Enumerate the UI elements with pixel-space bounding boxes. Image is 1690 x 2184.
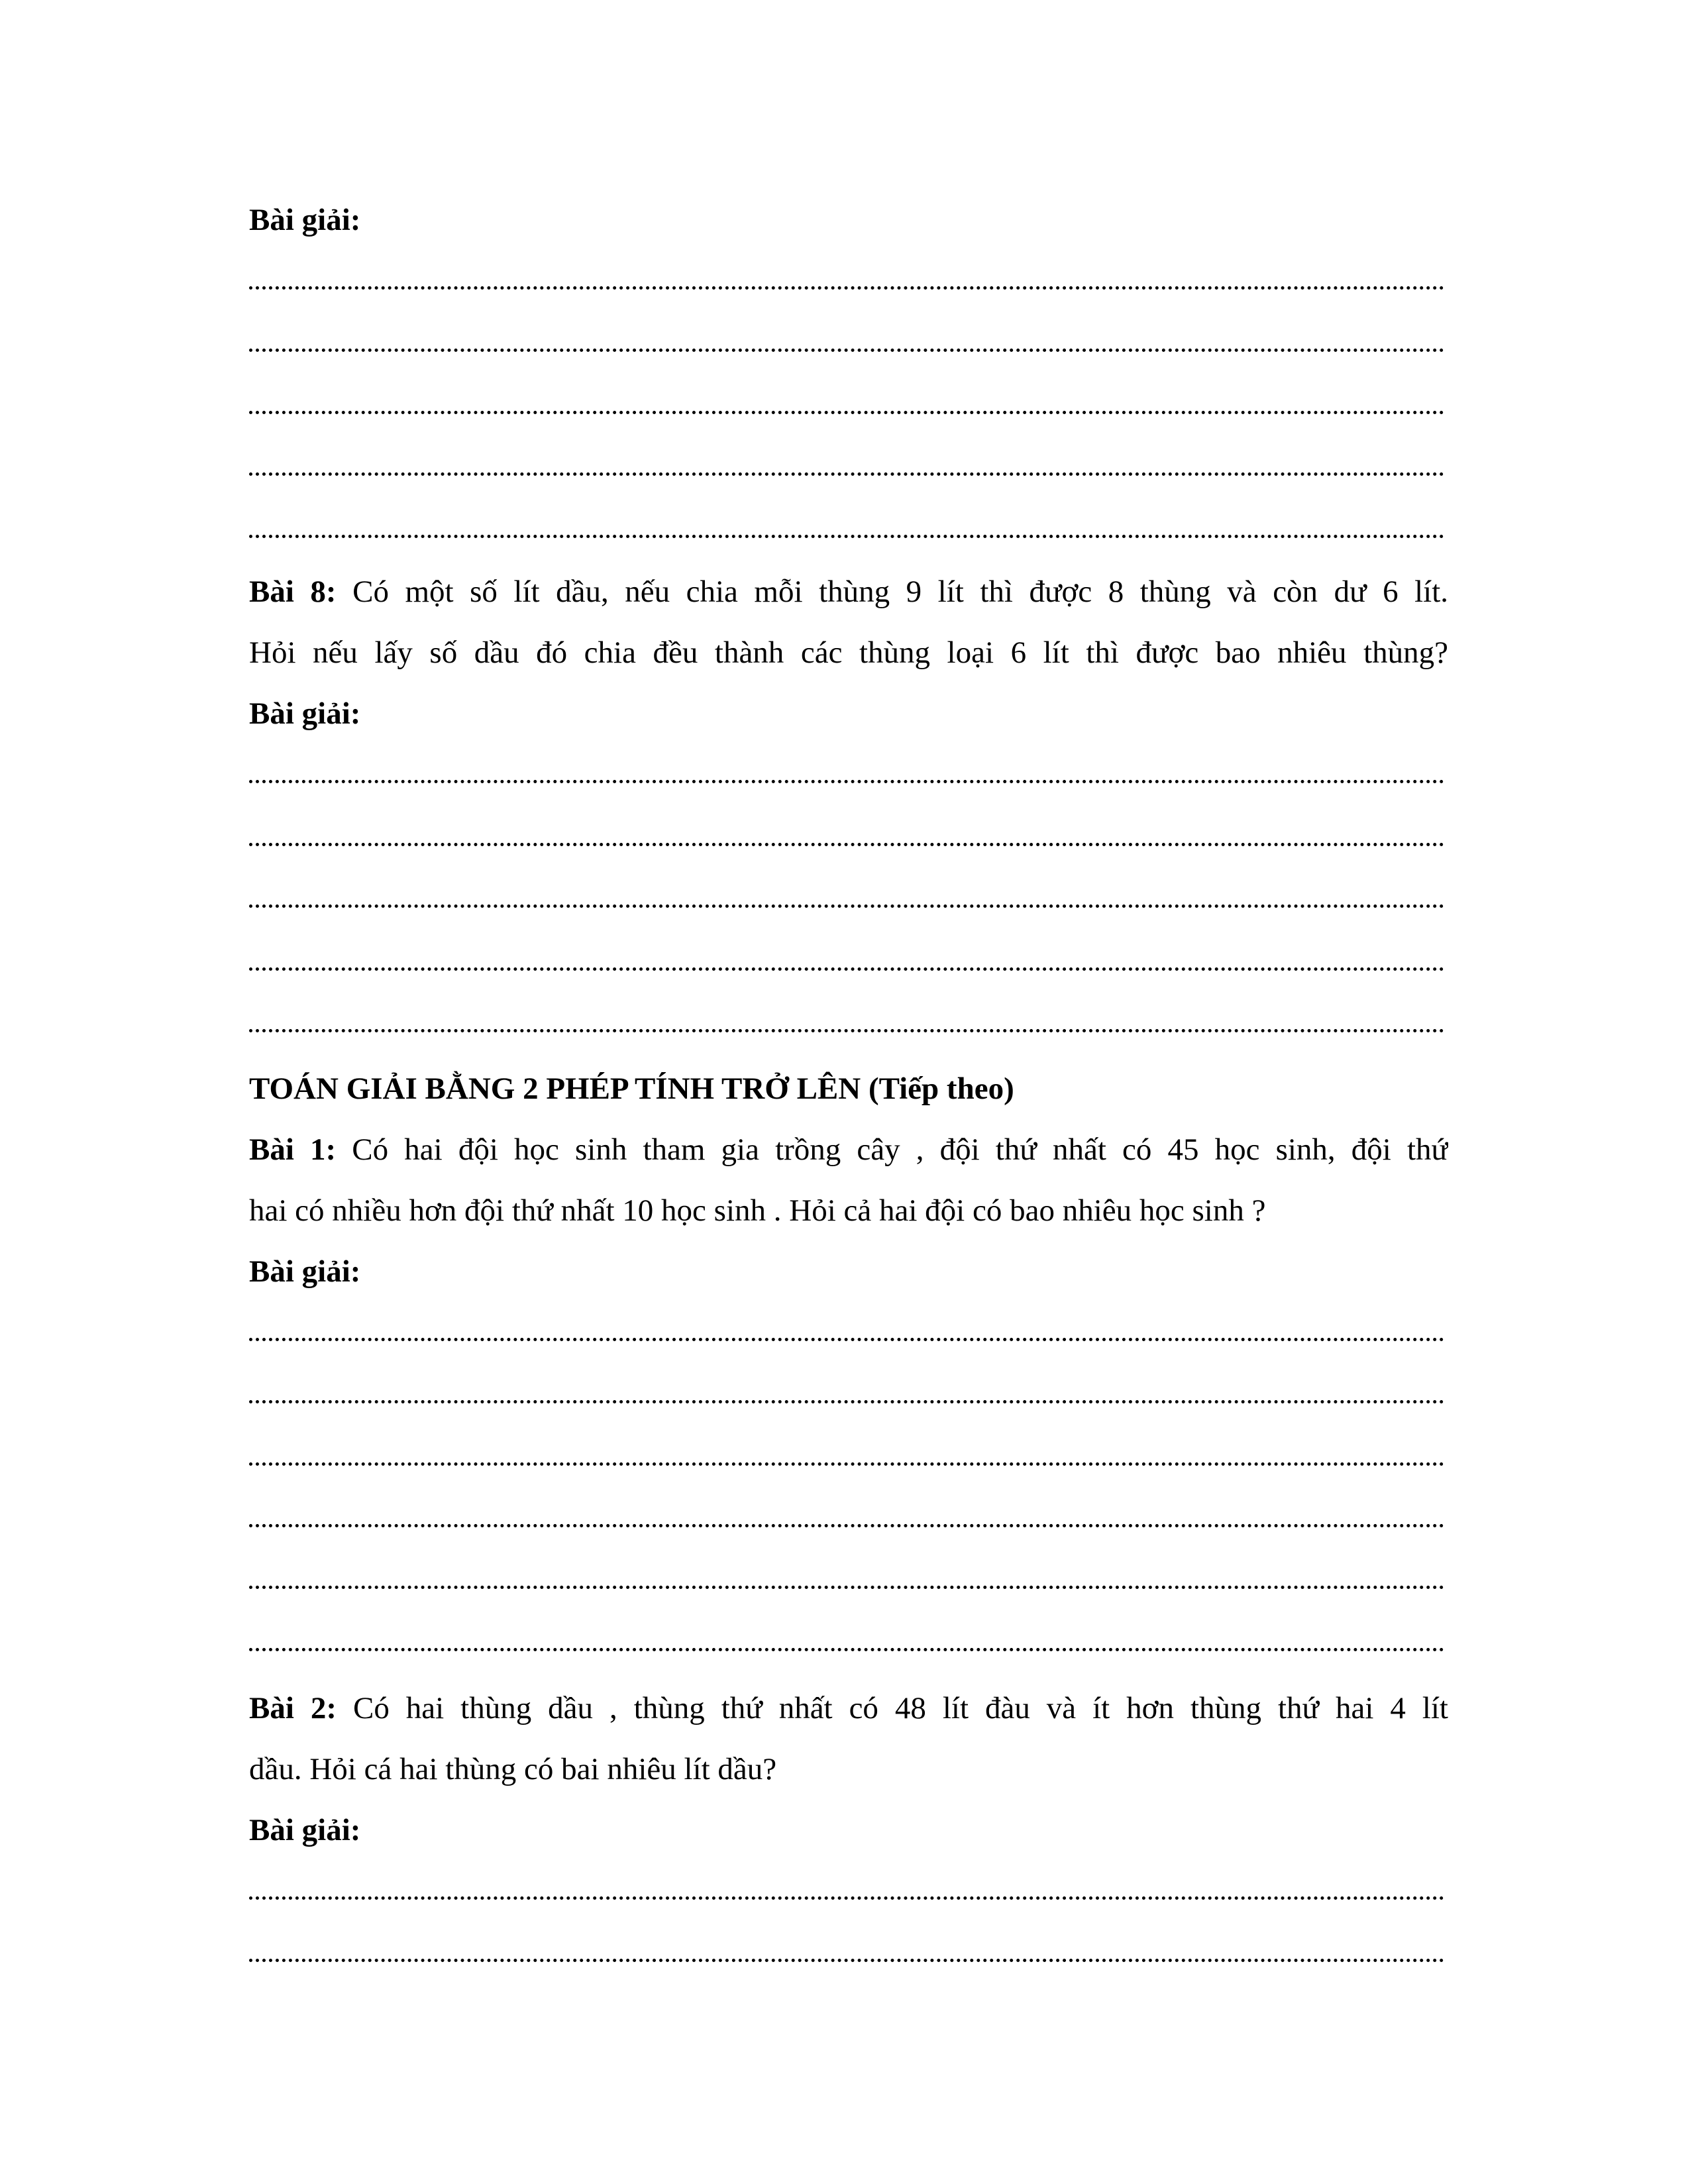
answer-dotted-line: [249, 1896, 1444, 1900]
solution-label: Bài giải:: [249, 203, 361, 237]
solution-label: Bài giải:: [249, 1254, 361, 1289]
answer-dotted-line: [249, 1648, 1444, 1651]
answer-dotted-line: [249, 1959, 1444, 1962]
answer-dotted-line: [249, 843, 1444, 846]
answer-dotted-line: [249, 472, 1444, 476]
exercise-8-label: Bài 8:: [249, 574, 337, 609]
exercise-1-line-1: Bài 1: Có hai đội học sinh tham gia trồng cây , đội thứ nhất có 45 học sinh, đội thứ: [249, 1132, 1448, 1167]
answer-dotted-line: [249, 904, 1444, 908]
solution-label: Bài giải:: [249, 1813, 361, 1847]
answer-dotted-line: [249, 1524, 1444, 1527]
answer-dotted-line: [249, 1029, 1444, 1032]
answer-dotted-line: [249, 349, 1444, 352]
solution-label: Bài giải:: [249, 696, 361, 731]
exercise-1-line-2: hai có nhiều hơn đội thứ nhất 10 học sinh . Hỏi cả hai đội có bao nhiêu học sinh ?: [249, 1193, 1266, 1228]
exercise-8-line-1: Bài 8: Có một số lít dầu, nếu chia mỗi thùng 9 lít thì được 8 thùng và còn dư 6 lít.: [249, 574, 1448, 609]
exercise-2-line-1: Bài 2: Có hai thùng dầu , thùng thứ nhất có 48 lít đàu và ít hơn thùng thứ hai 4 lít: [249, 1691, 1448, 1725]
exercise-2-line-2: dầu. Hỏi cá hai thùng có bai nhiêu lít dầu?: [249, 1752, 777, 1786]
answer-dotted-line: [249, 780, 1444, 783]
exercise-8-line-2: Hỏi nếu lấy số dầu đó chia đều thành các thùng loại 6 lít thì được bao nhiêu thùng?: [249, 635, 1448, 670]
answer-dotted-line: [249, 1462, 1444, 1466]
exercise-2-label: Bài 2:: [249, 1691, 337, 1725]
answer-dotted-line: [249, 967, 1444, 971]
answer-dotted-line: [249, 411, 1444, 414]
answer-dotted-line: [249, 1400, 1444, 1403]
section-heading: TOÁN GIẢI BẰNG 2 PHÉP TÍNH TRỞ LÊN (Tiếp theo): [249, 1071, 1014, 1106]
answer-dotted-line: [249, 286, 1444, 290]
answer-dotted-line: [249, 1586, 1444, 1589]
exercise-1-label: Bài 1:: [249, 1132, 337, 1167]
answer-dotted-line: [249, 1338, 1444, 1341]
answer-dotted-line: [249, 535, 1444, 538]
